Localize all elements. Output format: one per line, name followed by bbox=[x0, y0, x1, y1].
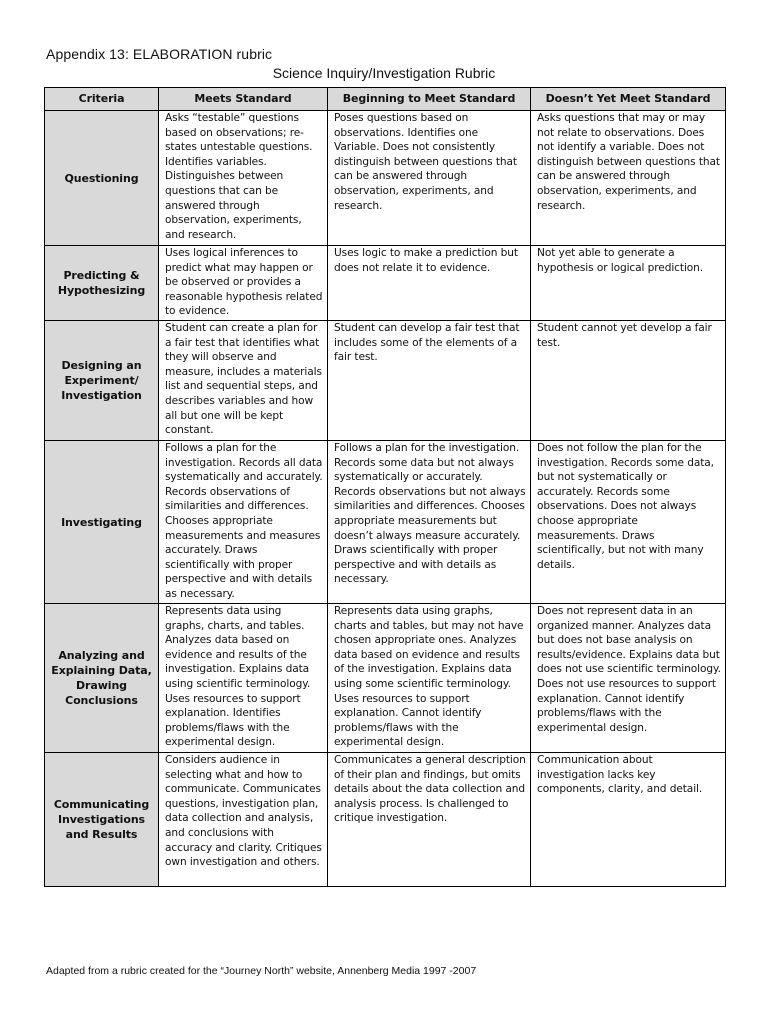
beginning-cell: Poses questions based on observations. Identifies one Variable. Does not consistently distinguish between questions that can be answered through observation, experiments, and research. bbox=[328, 111, 531, 246]
criteria-cell: Predicting & Hypothesizing bbox=[45, 246, 159, 321]
column-header-beginning: Beginning to Meet Standard bbox=[328, 88, 531, 111]
footer-attribution: Adapted from a rubric created for the “Journey North” website, Annenberg Media 1997 -2007 bbox=[46, 965, 477, 977]
table-row bbox=[45, 441, 726, 604]
meets-cell: Considers audience in selecting what and how to communicate. Communicates questions, investigation plan, data collection and analysis, and conclusions with accuracy and clarity. Critiques own investigation and others. bbox=[159, 753, 328, 887]
criteria-cell: Analyzing and Explaining Data, Drawing Conclusions bbox=[45, 604, 159, 753]
appendix-title: Appendix 13: ELABORATION rubric bbox=[46, 46, 273, 62]
table-header-row bbox=[45, 88, 726, 111]
meets-cell: Asks “testable” questions based on observations; re-states untestable questions. Identifies variables. Distinguishes between questions that can be answered through observation, experiments, and research. bbox=[159, 111, 328, 246]
not-yet-cell: Student cannot yet develop a fair test. bbox=[531, 321, 726, 441]
criteria-cell: Investigating bbox=[45, 441, 159, 604]
table-row bbox=[45, 111, 726, 246]
not-yet-cell: Not yet able to generate a hypothesis or logical prediction. bbox=[531, 246, 726, 321]
column-header-not-yet: Doesn’t Yet Meet Standard bbox=[531, 88, 726, 111]
beginning-cell: Student can develop a fair test that includes some of the elements of a fair test. bbox=[328, 321, 531, 441]
beginning-cell: Uses logic to make a prediction but does not relate it to evidence. bbox=[328, 246, 531, 321]
table-row bbox=[45, 246, 726, 321]
column-header-meets: Meets Standard bbox=[159, 88, 328, 111]
meets-cell: Student can create a plan for a fair test that identifies what they will observe and measure, includes a materials list and sequential steps, and describes variables and how all but one will be kept constant. bbox=[159, 321, 328, 441]
rubric-table bbox=[44, 87, 726, 887]
not-yet-cell: Communication about investigation lacks key components, clarity, and detail. bbox=[531, 753, 726, 887]
not-yet-cell: Asks questions that may or may not relate to observations. Does not identify a variable. Does not distinguish between questions that can be answered through observation, experiments, and research. bbox=[531, 111, 726, 246]
criteria-cell: Designing an Experiment/ Investigation bbox=[45, 321, 159, 441]
table-row bbox=[45, 604, 726, 753]
column-header-criteria: Criteria bbox=[45, 88, 159, 111]
rubric-title bbox=[0, 65, 768, 81]
beginning-cell: Represents data using graphs, charts and tables, but may not have chosen appropriate ones. Analyzes data based on evidence and results of the investigation. Explains data using some scientific terminology. Uses resources to support explanation. Cannot identify problems/flaws with the experimental design. bbox=[328, 604, 531, 753]
meets-cell: Uses logical inferences to predict what may happen or be observed or provides a reasonable hypothesis related to evidence. bbox=[159, 246, 328, 321]
rubric-title-text: Science Inquiry/Investigation Rubric bbox=[272, 65, 496, 81]
not-yet-cell: Does not represent data in an organized manner. Analyzes data but does not base analysis on results/evidence. Explains data but does not use scientific terminology. Does not use resources to support explanation. Cannot identify problems/flaws with the experimental design. bbox=[531, 604, 726, 753]
table-row bbox=[45, 753, 726, 887]
table-row bbox=[45, 321, 726, 441]
meets-cell: Represents data using graphs, charts, and tables. Analyzes data based on evidence and results of the investigation. Explains data using scientific terminology. Uses resources to support explanation. Identifies problems/flaws with the experimental design. bbox=[159, 604, 328, 753]
beginning-cell: Follows a plan for the investigation. Records some data but not always systematically or accurately. Records observations but not always similarities and differences. Chooses appropriate measurements but doesn’t always measure accurately. Draws scientifically with proper perspective and with details as necessary. bbox=[328, 441, 531, 604]
not-yet-cell: Does not follow the plan for the investigation. Records some data, but not systematically or accurately. Records some observations. Does not always choose appropriate measurements. Draws scientifically, but not with many details. bbox=[531, 441, 726, 604]
criteria-cell: Questioning bbox=[45, 111, 159, 246]
criteria-cell: Communicating Investigations and Results bbox=[45, 753, 159, 887]
beginning-cell: Communicates a general description of their plan and findings, but omits details about the data collection and analysis process. Is challenged to critique investigation. bbox=[328, 753, 531, 887]
meets-cell: Follows a plan for the investigation. Records all data systematically and accurately. Records observations of similarities and differences. Chooses appropriate measurements and measures accurately. Draws scientifically with proper perspective and with details as necessary. bbox=[159, 441, 328, 604]
